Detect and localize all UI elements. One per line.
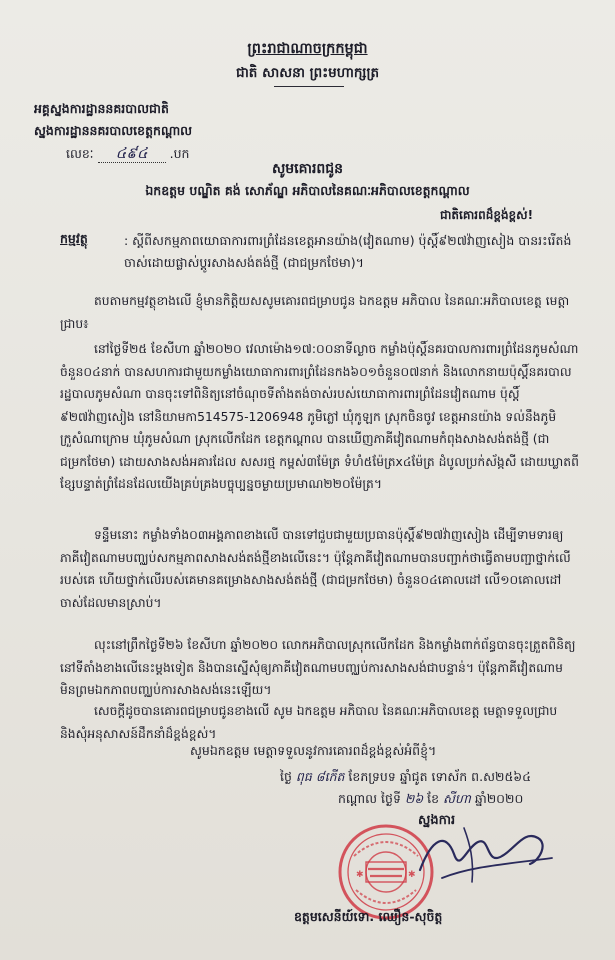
office-line-2: ស្នងការដ្ឋាននគរបាលខេត្តកណ្ដាល bbox=[34, 123, 193, 138]
subject-text: : ស្ដីពីសកម្មភាពយោធាការពារព្រំដែនខេត្តអានយ៉ាង(វៀតណាម) ប៉ុស្តិ៍៩២៧វ៉ាញសៀង បានរះរើតង់ចាស់ដោយផ្លាស់ប្ដូរសាងសង់តង់ថ្មី (ជាជម្រកថែមា)។ bbox=[124, 233, 572, 270]
lunar-date-line bbox=[280, 768, 531, 786]
svg-text:✱: ✱ bbox=[408, 870, 416, 880]
solar-year: ឆ្នាំ២០២០ bbox=[474, 791, 524, 806]
reference-number: ៤៩៤ bbox=[98, 144, 166, 163]
kingdom-heading: ព្រះរាជាណាចក្រកម្ពុជា bbox=[247, 41, 368, 57]
solar-day: ២៦ bbox=[404, 791, 424, 806]
national-motto: ជាតិ សាសនា ព្រះមហាក្សត្រ bbox=[235, 65, 380, 81]
subject-label: កម្មវត្ថុ bbox=[60, 231, 88, 246]
solar-date-line bbox=[338, 790, 523, 808]
solar-date-prefix: កណ្ដាល ថ្ងៃទី bbox=[338, 791, 401, 806]
solar-month-label: ខែ bbox=[427, 791, 440, 806]
signatory-name: ឧត្តមសេនីយ៍ទោ. ឈឿន-សុចិត្ត bbox=[294, 909, 443, 924]
lunar-date-rest: ខែភទ្របទ ឆ្នាំជូត ទោស័ក ព.ស២៥៦៤ bbox=[348, 769, 532, 784]
signatory-title: ស្នងការ bbox=[418, 813, 456, 828]
reference-label: លេខៈ bbox=[66, 146, 94, 161]
lunar-date-prefix: ថ្ងៃ bbox=[280, 769, 292, 784]
lunar-weekday: ពុធ bbox=[295, 769, 312, 784]
handwritten-signature bbox=[412, 808, 562, 898]
reference-suffix: .បក bbox=[169, 146, 190, 161]
respect-heading: សូមគោរពជូន bbox=[271, 161, 344, 177]
body-paragraph-1: តបតាមកម្មវត្ថុខាងលើ ខ្ញុំមានកិត្តិយសសូមគោរពជម្រាបជូន ឯកឧត្តម អភិបាល នៃគណៈអភិបាលខេត្ត មេត្តាជ្រាប៖ bbox=[60, 294, 570, 331]
body-paragraph-4: លុះនៅព្រឹកថ្ងៃទី២៦ ខែសីហា ឆ្នាំ២០២០ លោកអភិបាលស្រុកលើកដែក និងកម្លាំងពាក់ព័ន្ធបានចុះត្រួតពិនិត្យនៅទីតាំងខាងលើនេះម្ដងទៀត និងបានស្នើសុំឲ្យភាគីវៀតណាមបញ្ឈប់ការសាងសង់ជាបន្ទាន់។ ប៉ុន្តែភាគីវៀតណាម មិនព្រមឯកភាពបញ្ឈប់ការសាងសង់នេះឡើយ។ bbox=[60, 638, 576, 697]
salutation-closing: ជាតិគោរពដ៏ខ្ពង់ខ្ពស់! bbox=[440, 208, 534, 222]
svg-text:✱: ✱ bbox=[356, 870, 364, 880]
solar-month: សីហា bbox=[443, 791, 471, 806]
closing-line: សូមឯកឧត្តម មេត្តាទទួលនូវការគោរពដ៏ខ្ពង់ខ្ពស់អំពីខ្ញុំ។ bbox=[190, 743, 437, 758]
office-line-1: អគ្គស្នងការដ្ឋាននគរបាលជាតិ bbox=[34, 101, 169, 116]
lunar-day-number: ៨កើត bbox=[315, 769, 345, 784]
recipient-line: ឯកឧត្តម បណ្ឌិត គង់ សោភ័ណ្ឌ អភិបាលនៃគណៈអភិបាលខេត្តកណ្ដាល bbox=[145, 183, 470, 198]
body-paragraph-5: សេចក្ដីដូចបានគោរពជម្រាបជូនខាងលើ សូម ឯកឧត្តម អភិបាល នៃគណៈអភិបាលខេត្ត មេត្តាទទួលជ្រាប និងសុំអនុសាសន៍ដឹកនាំដ៏ខ្ពង់ខ្ពស់។ bbox=[60, 704, 558, 741]
motto-divider bbox=[274, 86, 344, 87]
body-paragraph-3: ទន្ទឹមនោះ កម្លាំងទាំង០៣អង្គភាពខាងលើ បានទៅជួបជាមួយប្រធានប៉ុស្តិ៍៩២៧វ៉ាញសៀង ដើម្បីទាមទារឲ្យភាគីវៀតណាមបញ្ឈប់សកម្មភាពសាងសង់តង់ថ្មីខាងលើនេះ។ ប៉ុន្តែភាគីវៀតណាមបានបញ្ជាក់ថាធ្វើតាមបញ្ជាថ្នាក់លើរបស់គេ ហើយថ្នាក់លើរបស់គេមានគម្រោងសាងសង់តង់ថ្មី (ជាជម្រកថែមា) ចំនួន០៤គោលដៅ លើ១០គោលដៅចាស់ដែលមានស្រាប់។ bbox=[60, 528, 571, 610]
body-paragraph-2: នៅថ្ងៃទី២៥ ខែសីហា ឆ្នាំ២០២០ វេលាម៉ោង១៧:០០នាទីល្ងាច កម្លាំងប៉ុស្តិ៍នគរបាលការពារព្រំដែនភូមសំណា ចំនួន០៤នាក់ បានសហការជាមួយកម្លាំងយោធាការពារព្រំដែនកង៦០១ចំនួន០៧នាក់ និងលោកនាយប៉ុស្តិ៍នគរបាលរដ្ឋបាលភូមសំណា បានចុះទៅពិនិត្យនៅចំណុចទីតាំងតង់ចាស់របស់យោធាការពារព្រំដែនវៀតណាម ប៉ុស្តិ៍ ៩២៧វ៉ាញសៀង នៅនិយាមកា514575-1206948 ភូមិភ្លៅ ឃុំកូឡក ស្រុកចិនចូវ ខេត្តអានយ៉ាង ទល់នឹងភូមិក្រួសំណាក្រោម ឃុំភូមសំណា ស្រុកលើកដែក ខេត្តកណ្ដាល បានឃើញភាគីវៀតណាមកំពុងសាងសង់តង់ថ្មី (ជាជម្រកថែមា) ដោយសាងសង់អគារដែល សសរថ្ម កម្ពស់៣ម៉ែត្រ ទំហំ៥ម៉ែត្រx៤ម៉ែត្រ ដំបូលប្រក់ស័ង្កសី ដោយឃ្លាតពីខ្សែបន្ទាត់ព្រំដែនដែលយើងគ្រប់គ្រងបច្ចុប្បន្នចម្ងាយប្រមាណ២២០ម៉ែត្រ។ bbox=[60, 342, 579, 491]
